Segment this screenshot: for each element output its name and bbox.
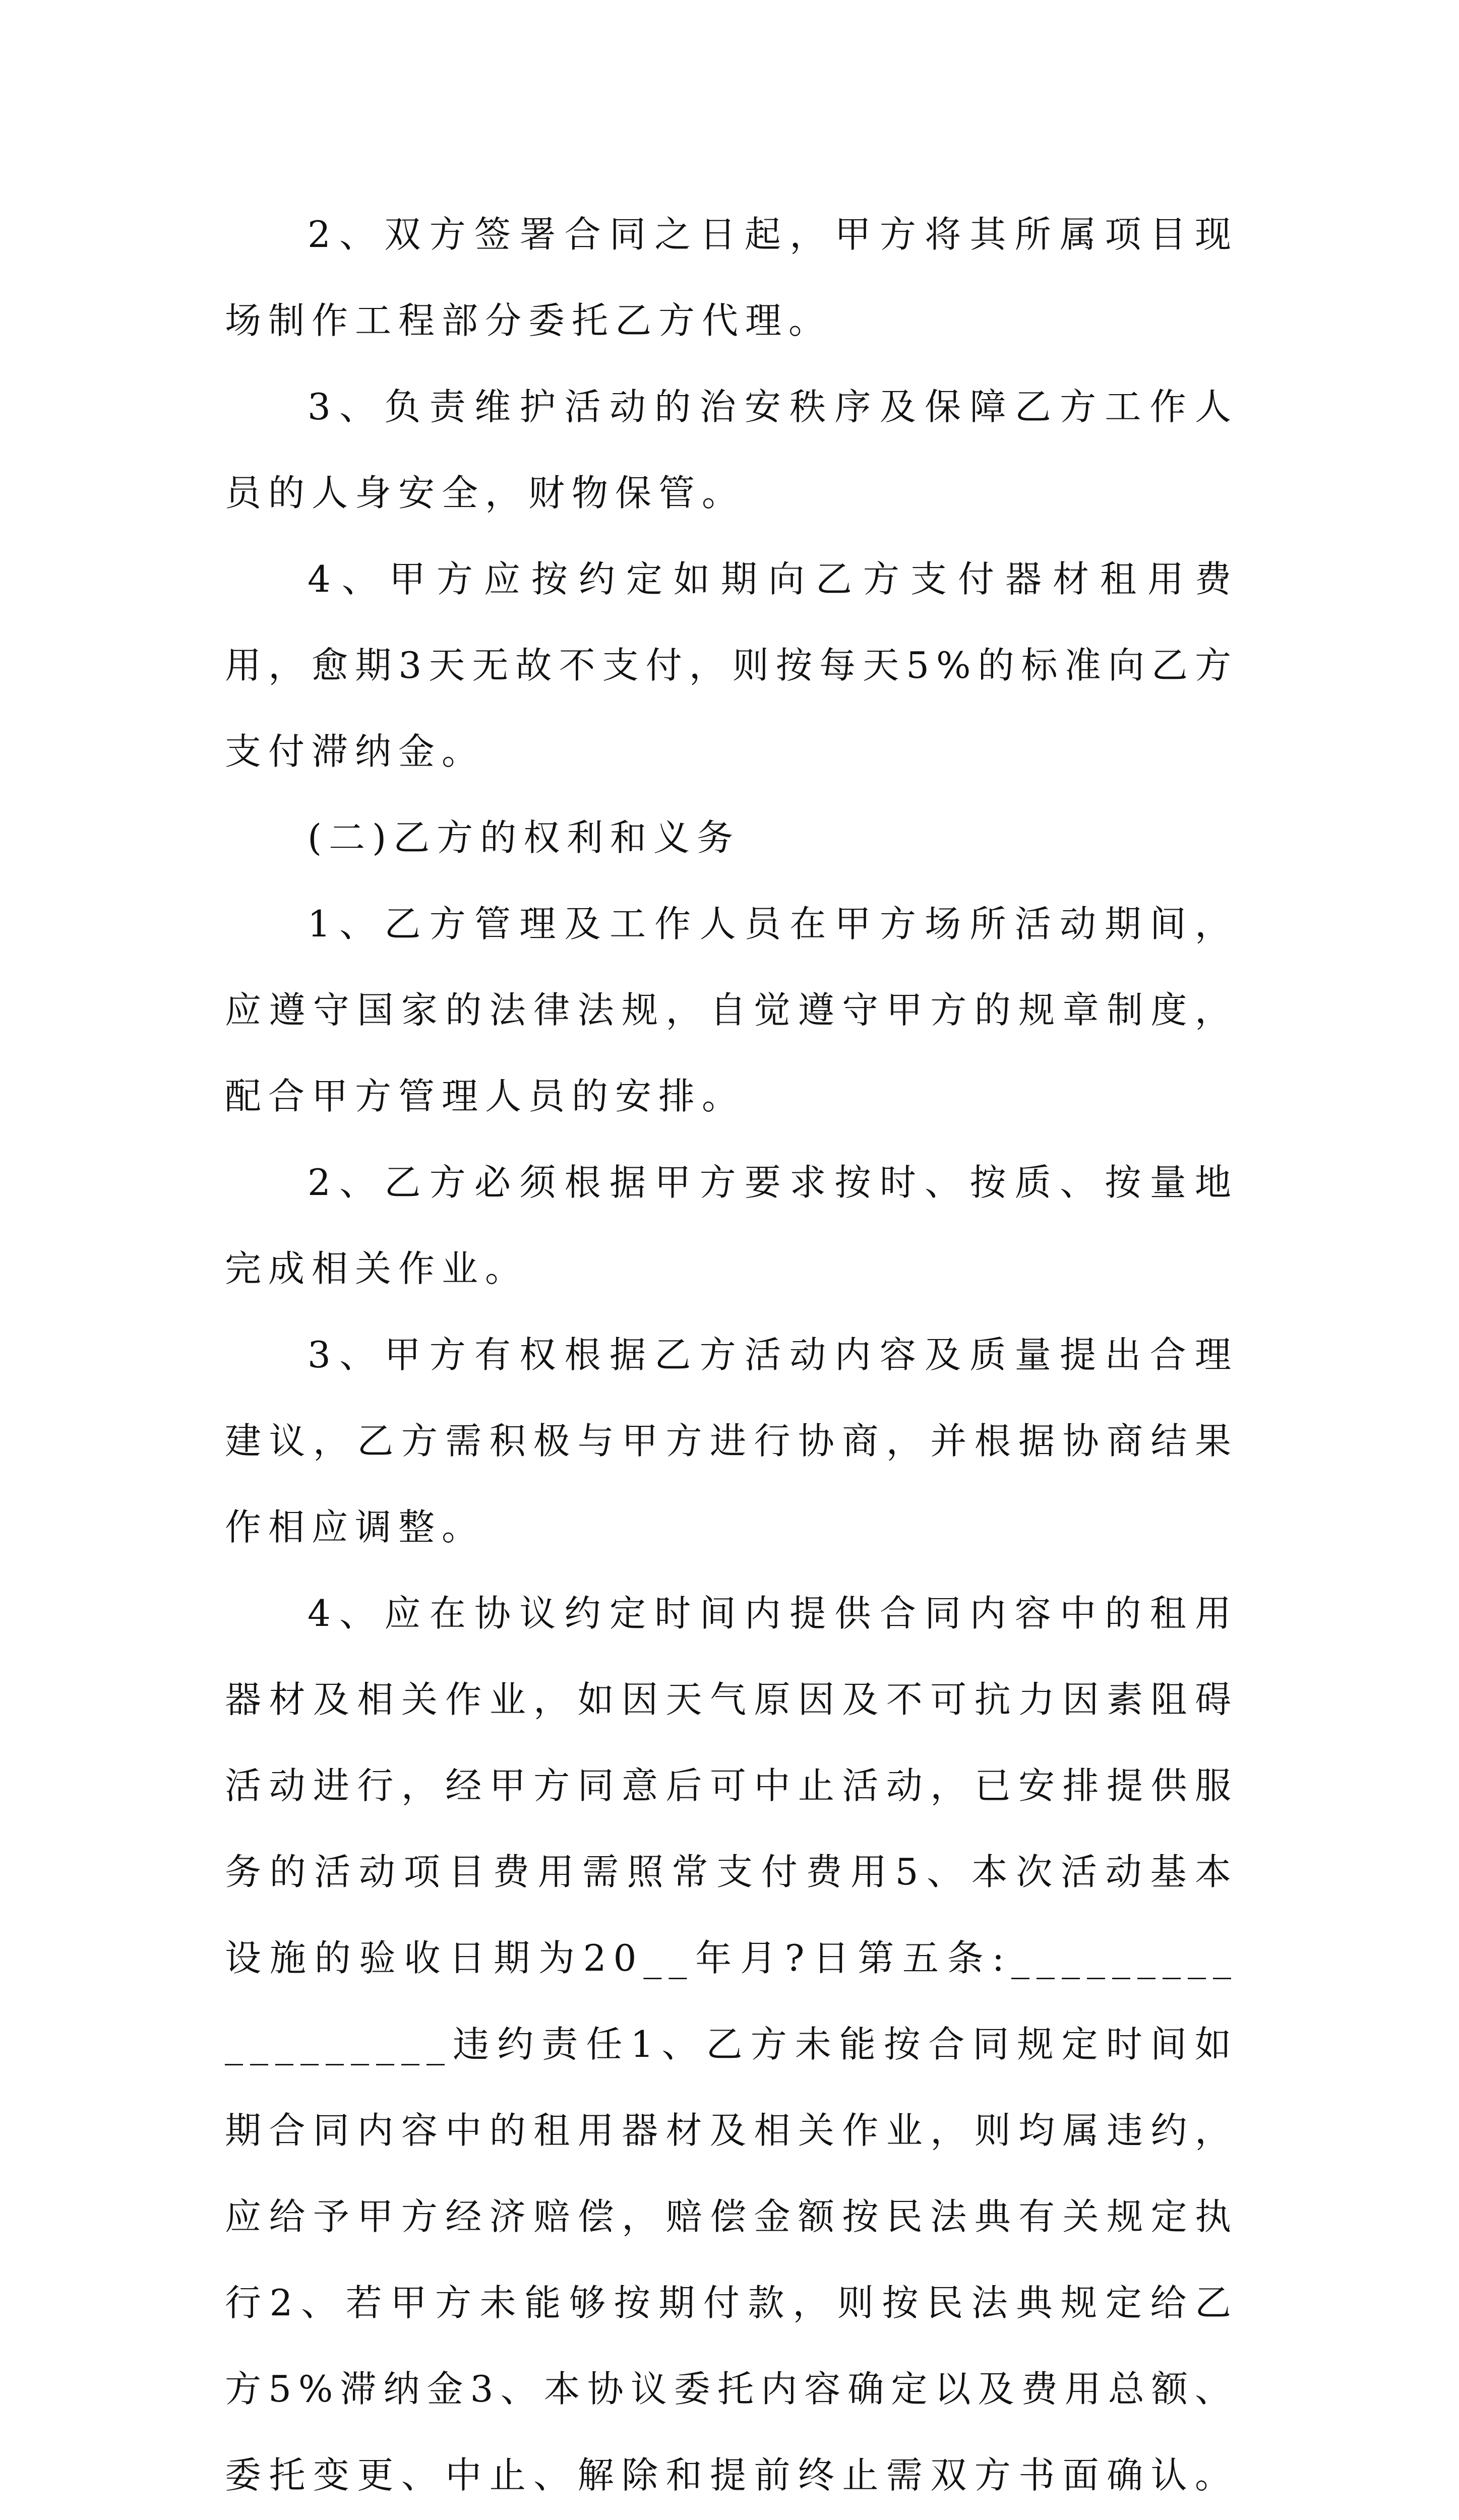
paragraph-party-b-clause-1: 1、乙方管理及工作人员在甲方场所活动期间，应遵守国家的法律法规，自觉遵守甲方的规章制度，配合甲方管理人员的安排。 — [225, 903, 1238, 1117]
paragraph-party-b-clause-4-and-liability: 4、应在协议约定时间内提供合同内容中的租用器材及相关作业，如因天气原因及不可抗力因素阻碍活动进行，经甲方同意后可中止活动，已安排提供服务的活动项目费用需照常支付费用5、本次活动基本设施的验收日期为20__年月?日第五条:__________________违约责任1、乙方未能按合同规定时间如期合同内容中的租用器材及相关作业，则均属违约，应给予甲方经济赔偿，赔偿金额按民法典有关规定执行2、若甲方未能够按期付款，则按民法典规定给乙方5%滞纳金3、本协议委托内容确定以及费用总额、委托变更、中止、解除和提前终止需双方书面确认。 — [225, 1592, 1238, 2496]
paragraph-party-a-clause-2: 2、双方签署合同之日起，甲方将其所属项目现场制作工程部分委托乙方代理。 — [225, 213, 1238, 342]
section-heading-party-b-rights: (二)乙方的权利和义务 — [308, 816, 741, 859]
document-body — [225, 192, 1238, 2520]
paragraph-party-a-clause-3: 3、负责维护活动的治安秩序及保障乙方工作人员的人身安全，财物保管。 — [225, 386, 1238, 514]
paragraph-party-a-clause-4: 4、甲方应按约定如期向乙方支付器材租用费用，愈期3天无故不支付，则按每天5%的标准向乙方支付滞纳金。 — [225, 558, 1238, 773]
paragraph-party-b-clause-2: 2、乙方必须根据甲方要求按时、按质、按量地完成相关作业。 — [225, 1161, 1238, 1290]
paragraph-party-b-clause-3: 3、甲方有权根据乙方活动内容及质量提出合理建议，乙方需积极与甲方进行协商，并根据协商结果作相应调整。 — [225, 1334, 1238, 1548]
